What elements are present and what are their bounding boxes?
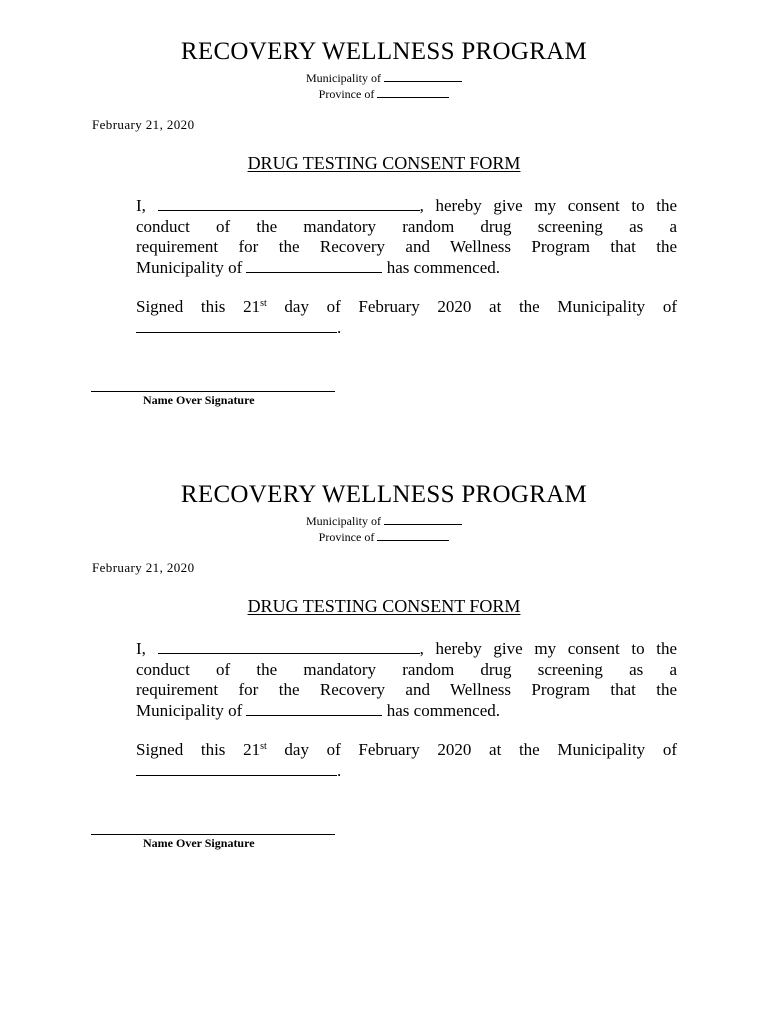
province-blank[interactable] xyxy=(377,87,449,98)
consent-prefix: I, xyxy=(136,639,146,658)
municipality-label: Municipality of xyxy=(306,71,381,85)
consent-line-4 xyxy=(136,701,677,722)
municipality-line xyxy=(0,514,768,529)
province-line xyxy=(0,530,768,545)
signed-municipality-blank[interactable] xyxy=(136,319,337,333)
signature-line[interactable] xyxy=(91,391,335,392)
program-title: RECOVERY WELLNESS PROGRAM xyxy=(180,481,588,508)
consent-line-1 xyxy=(136,639,677,660)
signed-sup: st xyxy=(260,741,267,752)
consent-line-4 xyxy=(136,258,677,279)
program-title: RECOVERY WELLNESS PROGRAM xyxy=(180,38,588,65)
consent-line-3: requirement for the Recovery and Wellness Program that the xyxy=(136,237,677,257)
signed-line-1 xyxy=(136,297,677,318)
municipality-inline-blank[interactable] xyxy=(246,702,382,716)
province-blank[interactable] xyxy=(377,530,449,541)
form-heading-text: DRUG TESTING CONSENT FORM xyxy=(247,153,521,173)
province-label: Province of xyxy=(318,87,375,101)
municipality-line xyxy=(0,71,768,86)
signature-label: Name Over Signature xyxy=(143,393,255,407)
form-heading xyxy=(0,153,768,174)
consent-line-2: conduct of the mandatory random drug screening as a xyxy=(136,216,677,236)
consent-paragraph xyxy=(136,196,677,278)
name-blank[interactable] xyxy=(158,197,420,211)
form-heading-text: DRUG TESTING CONSENT FORM xyxy=(247,596,521,616)
municipality-blank[interactable] xyxy=(384,514,462,525)
signature-label: Name Over Signature xyxy=(143,836,255,850)
form-heading xyxy=(0,596,768,617)
signed-end: . xyxy=(337,760,342,780)
signed-paragraph xyxy=(136,297,677,338)
form-date: February 21, 2020 xyxy=(92,117,195,132)
signed-line-2 xyxy=(136,318,677,339)
consent-line-3: requirement for the Recovery and Wellness Program that the xyxy=(136,680,677,700)
consent-line-2: conduct of the mandatory random drug screening as a xyxy=(136,659,677,679)
consent-text-1: , hereby give my consent to the xyxy=(419,196,677,215)
municipality-inline-blank[interactable] xyxy=(246,259,382,273)
signed-sup: st xyxy=(260,298,267,309)
consent-text-1: , hereby give my consent to the xyxy=(419,639,677,658)
province-line xyxy=(0,87,768,102)
consent-text-4b: has commenced. xyxy=(386,257,501,277)
consent-text-4a: Municipality of xyxy=(136,700,243,720)
consent-paragraph xyxy=(136,639,677,721)
signed-line-1 xyxy=(136,740,677,761)
consent-form-2 xyxy=(0,443,768,863)
consent-line-1 xyxy=(136,196,677,217)
signed-text-a: Signed this 21 xyxy=(136,297,261,316)
signed-municipality-blank[interactable] xyxy=(136,762,337,776)
signed-text-b: day of February 2020 at the Municipality of xyxy=(266,297,677,316)
municipality-label: Municipality of xyxy=(306,514,381,528)
signed-paragraph xyxy=(136,740,677,781)
consent-text-4a: Municipality of xyxy=(136,257,243,277)
signed-text-a: Signed this 21 xyxy=(136,740,261,759)
name-blank[interactable] xyxy=(158,640,420,654)
signed-end: . xyxy=(337,317,342,337)
signed-line-2 xyxy=(136,761,677,782)
form-date: February 21, 2020 xyxy=(92,560,195,575)
province-label: Province of xyxy=(318,530,375,544)
municipality-blank[interactable] xyxy=(384,71,462,82)
consent-text-4b: has commenced. xyxy=(386,700,501,720)
signed-text-b: day of February 2020 at the Municipality of xyxy=(266,740,677,759)
signature-line[interactable] xyxy=(91,834,335,835)
consent-form-1 xyxy=(0,0,768,420)
consent-prefix: I, xyxy=(136,196,146,215)
